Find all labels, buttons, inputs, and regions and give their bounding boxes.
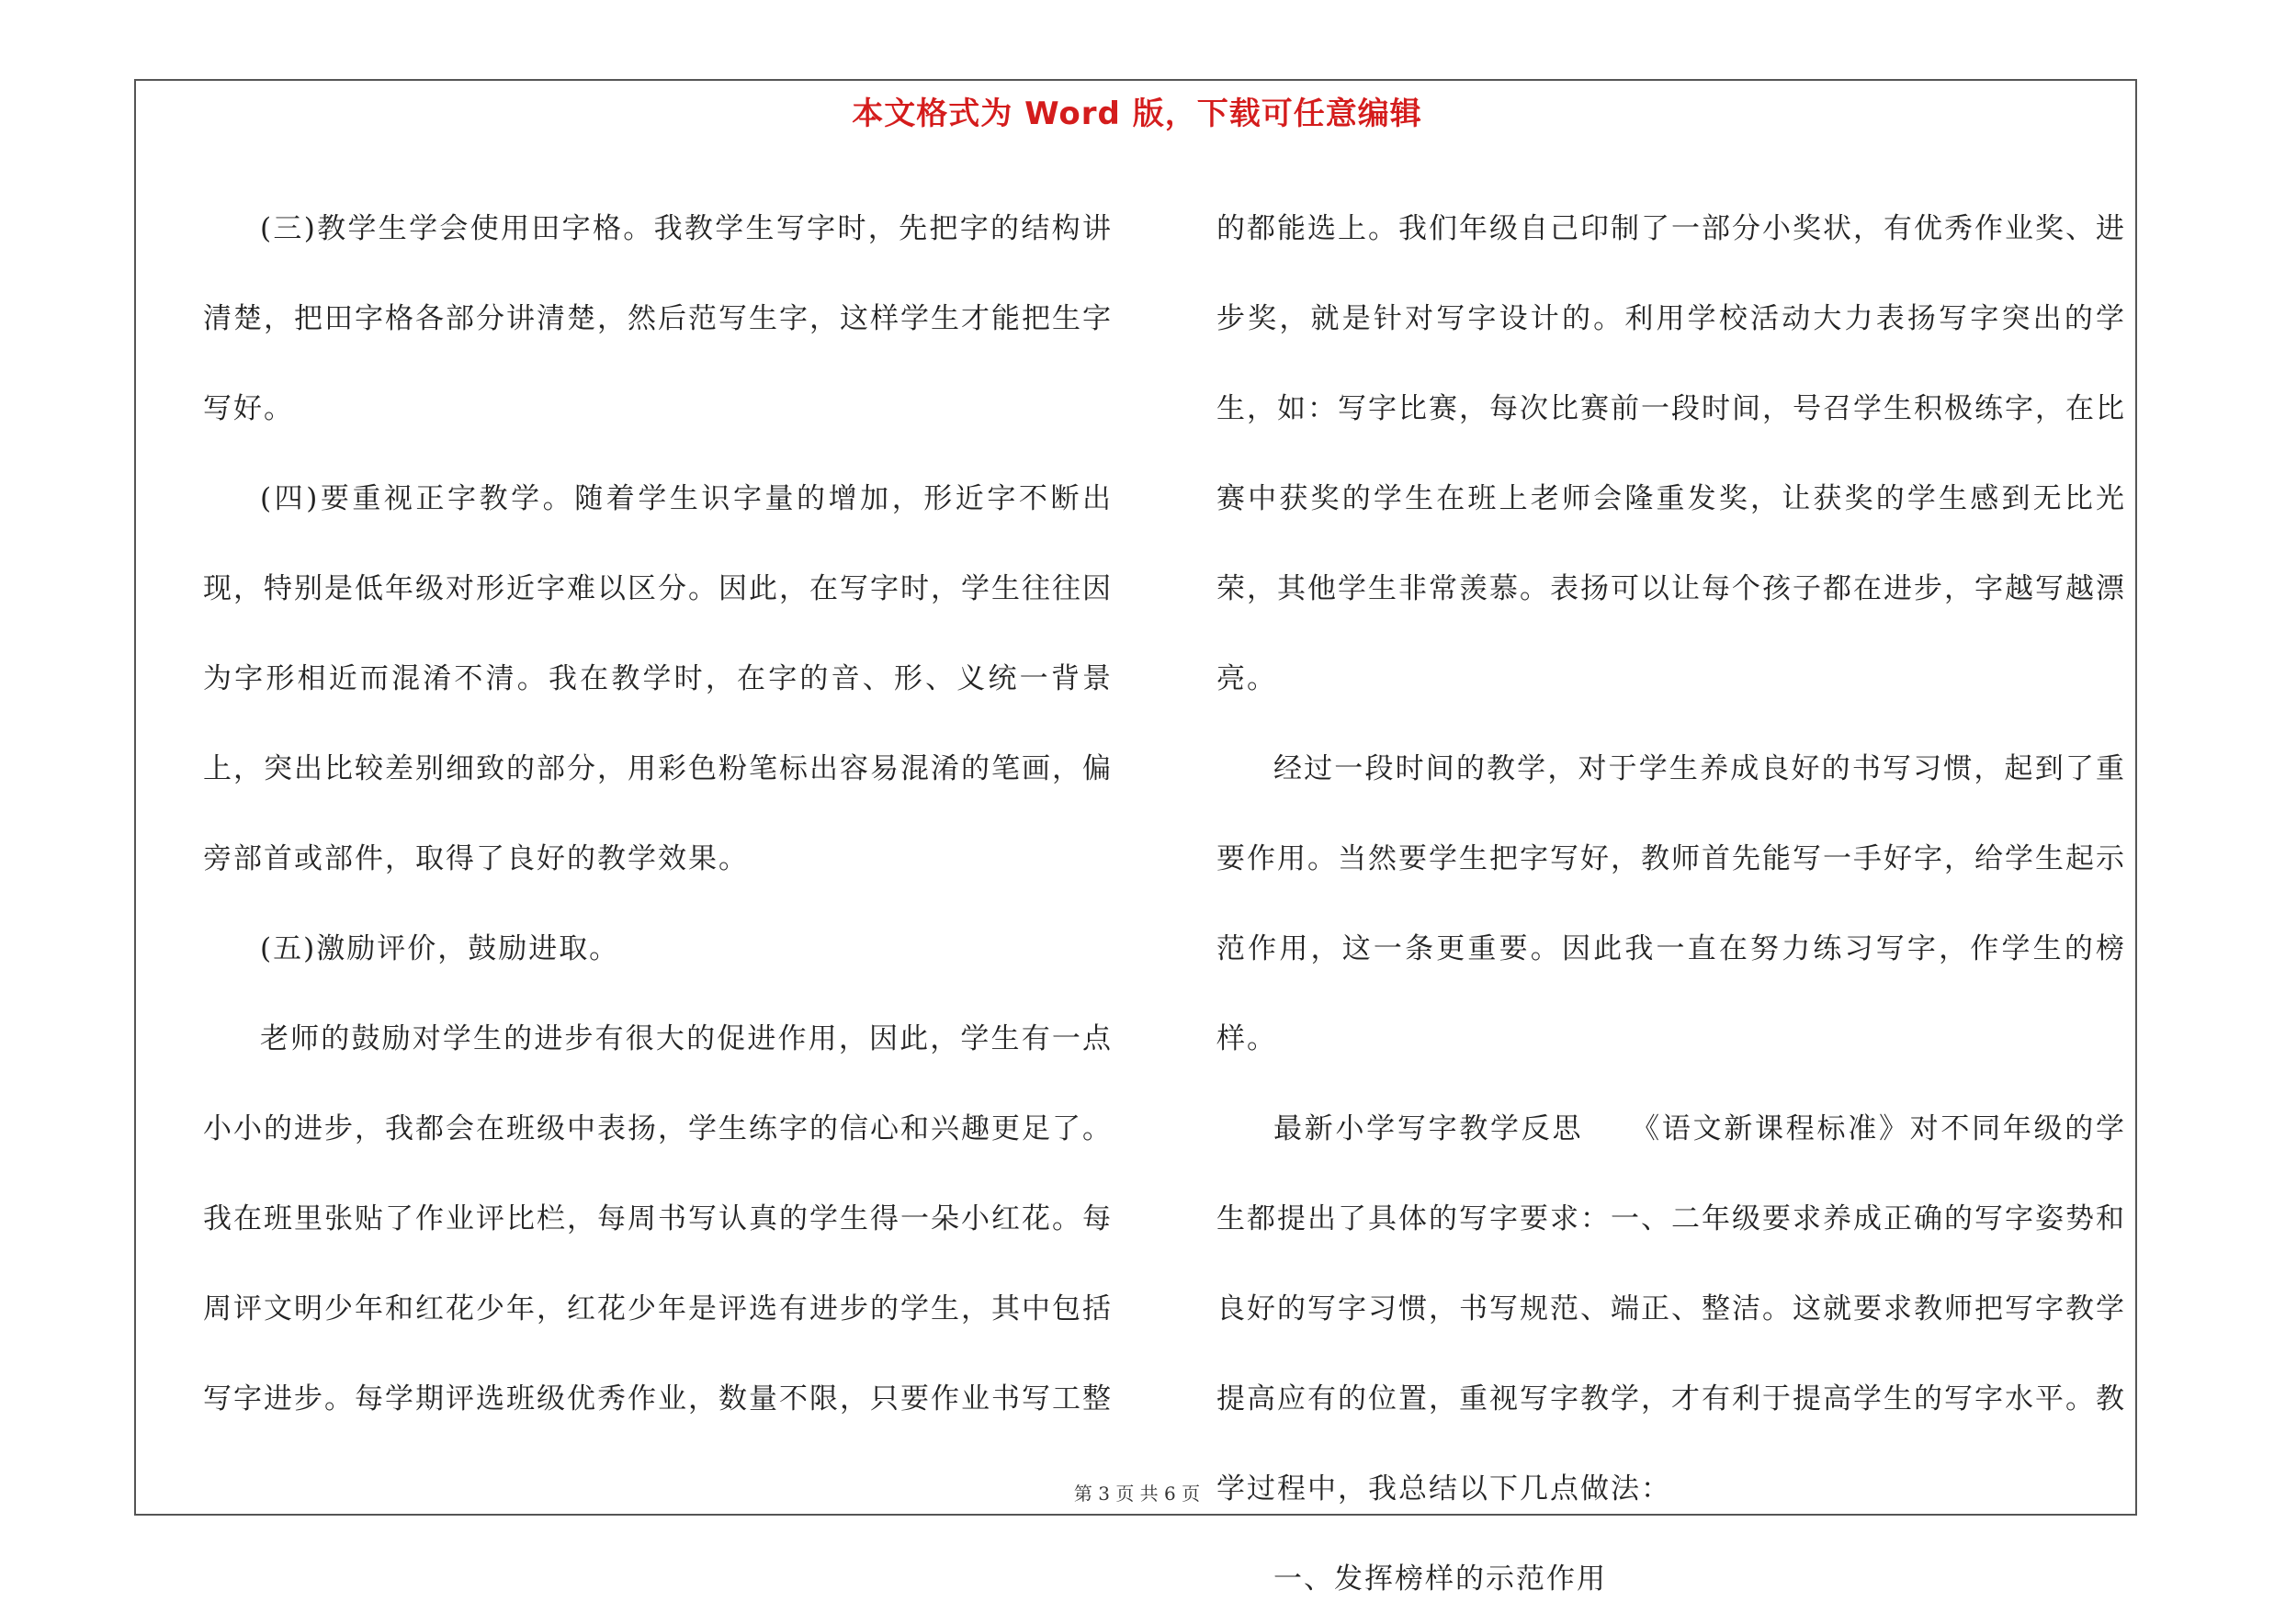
paragraph-tianzige: (三)教学生学会使用田字格。我教学生写字时，先把字的结构讲清楚，把田字格各部分讲清楚，然后范写生字，这样学生才能把生字写好。 <box>203 212 1113 425</box>
page-number-footer: 第 3 页 共 6 页 <box>1073 1483 1201 1505</box>
paragraph-section-heading: 一、发挥榜样的示范作用 <box>1273 1562 1607 1596</box>
paragraph-summary: 经过一段时间的教学，对于学生养成良好的书写习惯，起到了重要作用。当然要学生把字写好，教师首先能写一手好字，给学生起示范作用，这一条更重要。因此我一直在努力练习写字，作学生的榜样。 <box>1216 752 2126 1055</box>
left-column <box>203 184 1113 1444</box>
paragraph-teacher-encouragement: 老师的鼓励对学生的进步有很大的促进作用，因此，学生有一点小小的进步，我都会在班级中表扬，学生练字的信心和兴趣更足了。我在班里张贴了作业评比栏，每周书写认真的学生得一朵小红花。每周评文明少年和红花少年，红花少年是评选有进步的学生，其中包括写字进步。每学期评选班级优秀作业，数量不限，只要作业书写工整 <box>203 1022 1113 1415</box>
format-banner: 本文格式为 Word 版，下载可任意编辑 <box>852 96 1422 132</box>
right-column <box>1216 184 2126 1624</box>
paragraph-zhengzi: (四)要重视正字教学。随着学生识字量的增加，形近字不断出现，特别是低年级对形近字难以区分。因此，在写字时，学生往往因为字形相近而混淆不清。我在教学时，在字的音、形、义统一背景上，突出比较差别细致的部分，用彩色粉笔标出容易混淆的笔画，偏旁部首或部件，取得了良好的教学效果。 <box>203 482 1113 875</box>
paragraph-continuation: 的都能选上。我们年级自己印制了一部分小奖状，有优秀作业奖、进步奖，就是针对写字设计的。利用学校活动大力表扬写字突出的学生，如：写字比赛，每次比赛前一段时间，号召学生积极练字，在比赛中获奖的学生在班上老师会隆重发奖，让获奖的学生感到无比光荣，其他学生非常羡慕。表扬可以让每个孩子都在进步，字越写越漂亮。 <box>1216 212 2126 695</box>
paragraph-reflection-intro: 最新小学写字教学反思 《语文新课程标准》对不同年级的学生都提出了具体的写字要求：一、二年级要求养成正确的写字姿势和良好的写字习惯，书写规范、端正、整洁。这就要求教师把写字教学提高应有的位置，重视写字教学，才有利于提高学生的写字水平。教学过程中，我总结以下几点做法： <box>1216 1112 2126 1506</box>
paragraph-jili-heading: (五)激励评价，鼓励进取。 <box>260 932 620 965</box>
